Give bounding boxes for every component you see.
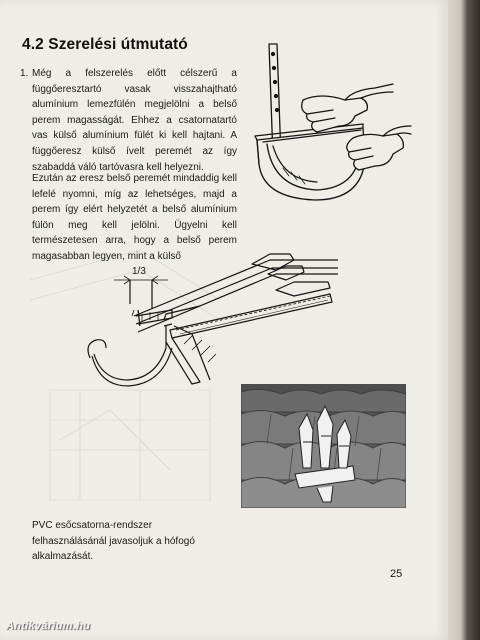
gutter-mounting-illustration [243,40,413,210]
photo-caption: PVC esőcsatorna-rendszer felhasználásánál javasoljuk a hófogó alkalmazását. [32,520,195,563]
page-number: 25 [390,568,403,580]
page-edge [448,0,480,640]
snow-guard-photo [241,384,406,508]
watermark-logo: Antikvárium.hu [6,620,91,632]
section-heading: 4.2 Szerelési útmutató [22,36,188,53]
gutter-section-drawing [80,230,350,400]
instruction-paragraph-1: Még a felszerelés előtt célszerű a függőeresztartó vasak visszahajtható alumínium lemezfülén megjelölni a belső perem magasságát. Ehhez a csatornatartó vas külső alumínium fülét ki kell hajtani. A függőeresz külső ívelt peremét az így szabaddá váló tartóvasra kell helyezni. [32,68,237,173]
list-number: 1. [20,68,29,79]
instruction-paragraph-2: Ezután az eresz belső peremét mindaddig kell lefelé nyomni, míg az lehetséges, majd a perem így elért helyzetét a belső alumínium fülön meg kell jelölni. Ügyelni kell természetesen arra, hogy a belső perem magasabban legyen, mint a külső [32,173,237,262]
dimension-label: 1/3 [132,266,146,277]
